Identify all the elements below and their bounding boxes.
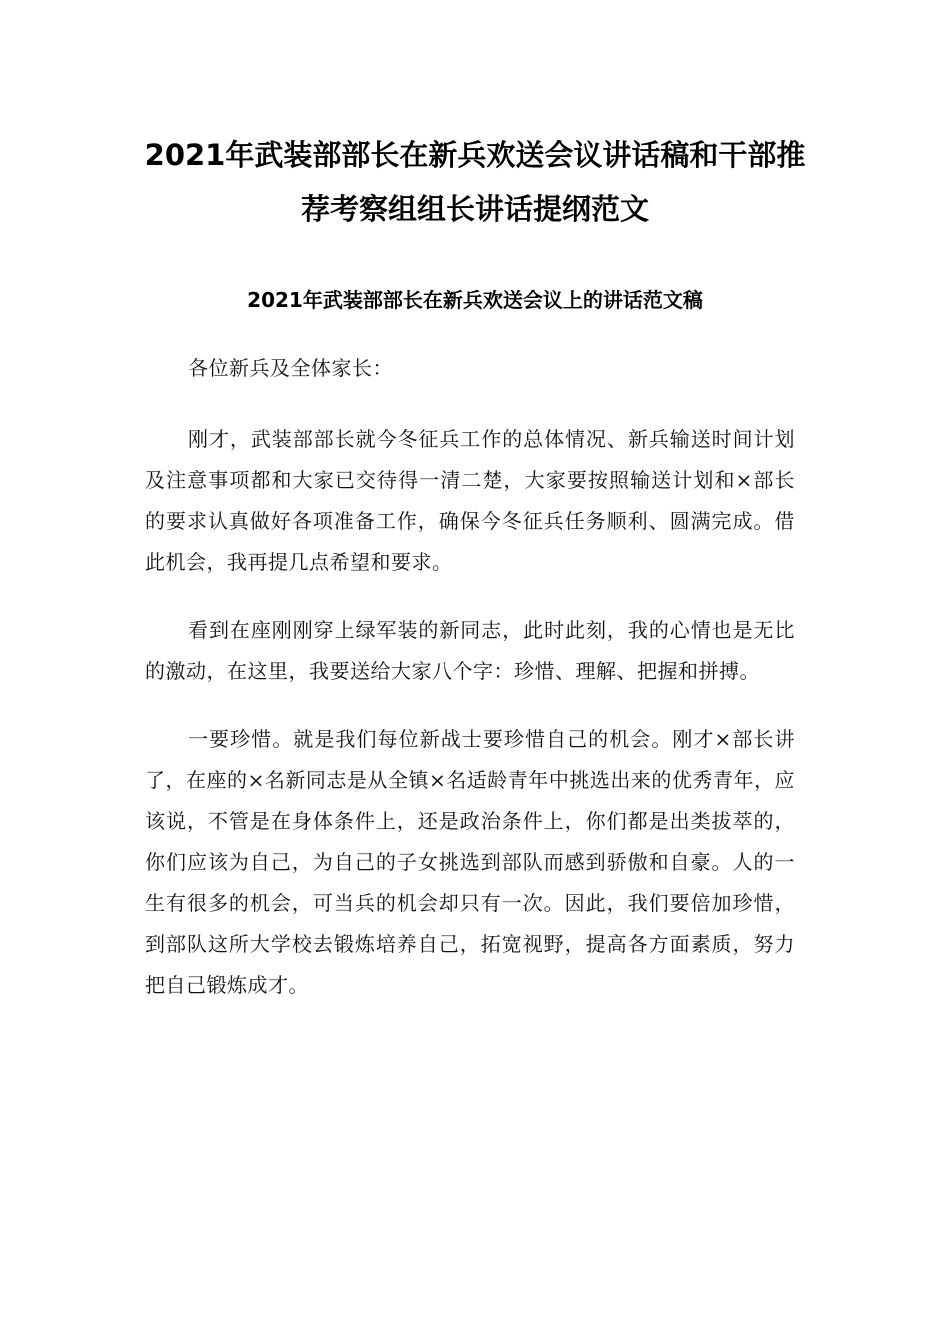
body-paragraph: 看到在座刚刚穿上绿军装的新同志，此时此刻，我的心情也是无比的激动，在这里，我要送给大家八个字：珍惜、理解、把握和拼搏。	[145, 618, 795, 683]
body-paragraph: 刚才，武装部部长就今冬征兵工作的总体情况、新兵输送时间计划及注意事项都和大家已交待得一清二楚，大家要按照输送计划和×部长的要求认真做好各项准备工作，确保今冬征兵任务顺利、圆满完成。借此机会，我再提几点希望和要求。	[145, 427, 795, 574]
document-title: 2021年武装部部长在新兵欢送会议讲话稿和干部推荐考察组组长讲话提纲范文	[144, 138, 806, 226]
salutation-paragraph: 各位新兵及全体家长：	[188, 356, 393, 380]
document-body	[145, 348, 795, 1033]
body-paragraph: 一要珍惜。就是我们每位新战士要珍惜自己的机会。刚才×部长讲了，在座的×名新同志是从全镇×名适龄青年中挑选出来的优秀青年，应该说，不管是在身体条件上，还是政治条件上，你们都是出类拔萃的，你们应该为自己，为自己的子女挑选到部队而感到骄傲和自豪。人的一生有很多的机会，可当兵的机会却只有一次。因此，我们要倍加珍惜，到部队这所大学校去锻炼培养自己，拓宽视野，提高各方面素质，努力把自己锻炼成才。	[145, 727, 795, 997]
speech-subtitle: 2021年武装部部长在新兵欢送会议上的讲话范文稿	[247, 288, 703, 312]
